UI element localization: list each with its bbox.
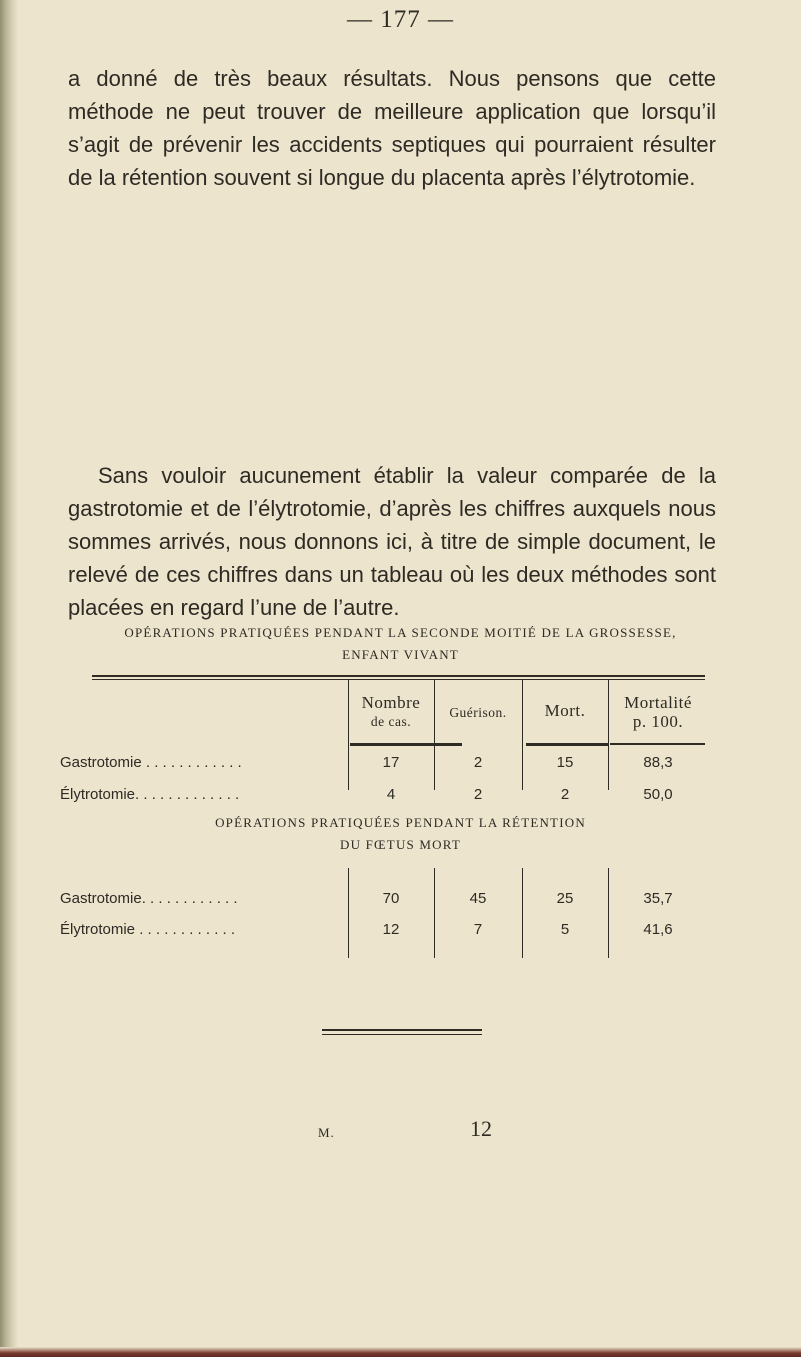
cell-mort: 15 (556, 754, 574, 771)
cell-nombre: 70 (382, 890, 400, 907)
cell-nombre: 12 (382, 921, 400, 938)
header-mort-label: Mort. (544, 701, 586, 720)
cell-nombre: 4 (386, 786, 396, 803)
header-nombre-line1: Nombre (361, 693, 421, 712)
header-underline-2 (526, 743, 608, 746)
cell-mort: 25 (556, 890, 574, 907)
cell-guerison: 45 (469, 890, 487, 907)
header-mort (522, 701, 608, 720)
cell-nombre: 17 (382, 754, 400, 771)
page-binding-edge (0, 0, 18, 1357)
col-divider (348, 868, 349, 958)
header-mortalite (608, 693, 708, 731)
col-divider (434, 868, 435, 958)
cell-mortalite: 35,7 (643, 890, 673, 907)
cell-mortalite: 88,3 (643, 754, 673, 771)
header-mortalite-line2: p. 100. (632, 712, 684, 731)
footer-sheet-number: 12 (470, 1116, 492, 1141)
page-bottom-edge (0, 1347, 801, 1357)
row-label: Élytrotomie . . . . . . . . . . . . (60, 921, 236, 938)
footer-signature: M. (318, 1125, 335, 1140)
cell-guerison: 7 (473, 921, 483, 938)
row-label: Élytrotomie. . . . . . . . . . . . . (60, 786, 240, 803)
table1-caption-line2: ENFANT VIVANT (342, 647, 459, 662)
header-guerison-label: Guérison. (449, 705, 507, 720)
table2-caption-line1: OPÉRATIONS PRATIQUÉES PENDANT LA RÉTENTION (215, 815, 586, 830)
cell-mortalite: 50,0 (643, 786, 673, 803)
cell-mortalite: 41,6 (643, 921, 673, 938)
table-bottom-rule-thin (322, 1034, 482, 1035)
row-label: Gastrotomie . . . . . . . . . . . . (60, 754, 242, 771)
table-top-rule (92, 675, 705, 677)
header-nombre-line2: de cas. (370, 714, 412, 729)
col-divider (522, 868, 523, 958)
cell-guerison: 2 (473, 754, 483, 771)
header-nombre (348, 693, 434, 731)
col-divider (608, 868, 609, 958)
header-underline-3 (610, 743, 705, 745)
table-top-rule-thin (92, 679, 705, 680)
col-divider (434, 680, 435, 790)
table2-caption (0, 812, 801, 856)
table1-caption (0, 622, 801, 666)
paragraph-2: Sans vouloir aucunement établir la valeur comparée de la gastrotomie et de l’élytrotomie, d’après les chiffres auxquels nous sommes arrivés, nous donnons ici, à titre de simple document, le relevé de ces chiffres dans un tableau où les deux méthodes sont placées en regard l’une de l’autre. (68, 463, 716, 620)
col-divider (348, 680, 349, 790)
col-divider (608, 680, 609, 790)
cell-mort: 5 (560, 921, 570, 938)
paragraph-1: a donné de très beaux résultats. Nous pensons que cette méthode ne peut trouver de meilleure application que lorsqu’il s’agit de prévenir les accidents septiques qui pourraient résulter de la rétention souvent si longue du placenta après l’élytrotomie. (68, 66, 716, 190)
row-label: Gastrotomie. . . . . . . . . . . . (60, 890, 238, 907)
table2-caption-line2: DU FŒTUS MORT (339, 837, 461, 852)
header-guerison (434, 703, 522, 722)
header-mortalite-line1: Mortalité (624, 693, 692, 712)
cell-mort: 2 (560, 786, 570, 803)
table1-caption-line1: OPÉRATIONS PRATIQUÉES PENDANT LA SECONDE MOITIÉ DE LA GROSSESSE, (124, 625, 677, 640)
header-underline-1 (350, 743, 462, 746)
page-number: — 177 — (347, 6, 454, 33)
table-bottom-rule (322, 1029, 482, 1031)
cell-guerison: 2 (473, 786, 483, 803)
col-divider (522, 680, 523, 790)
